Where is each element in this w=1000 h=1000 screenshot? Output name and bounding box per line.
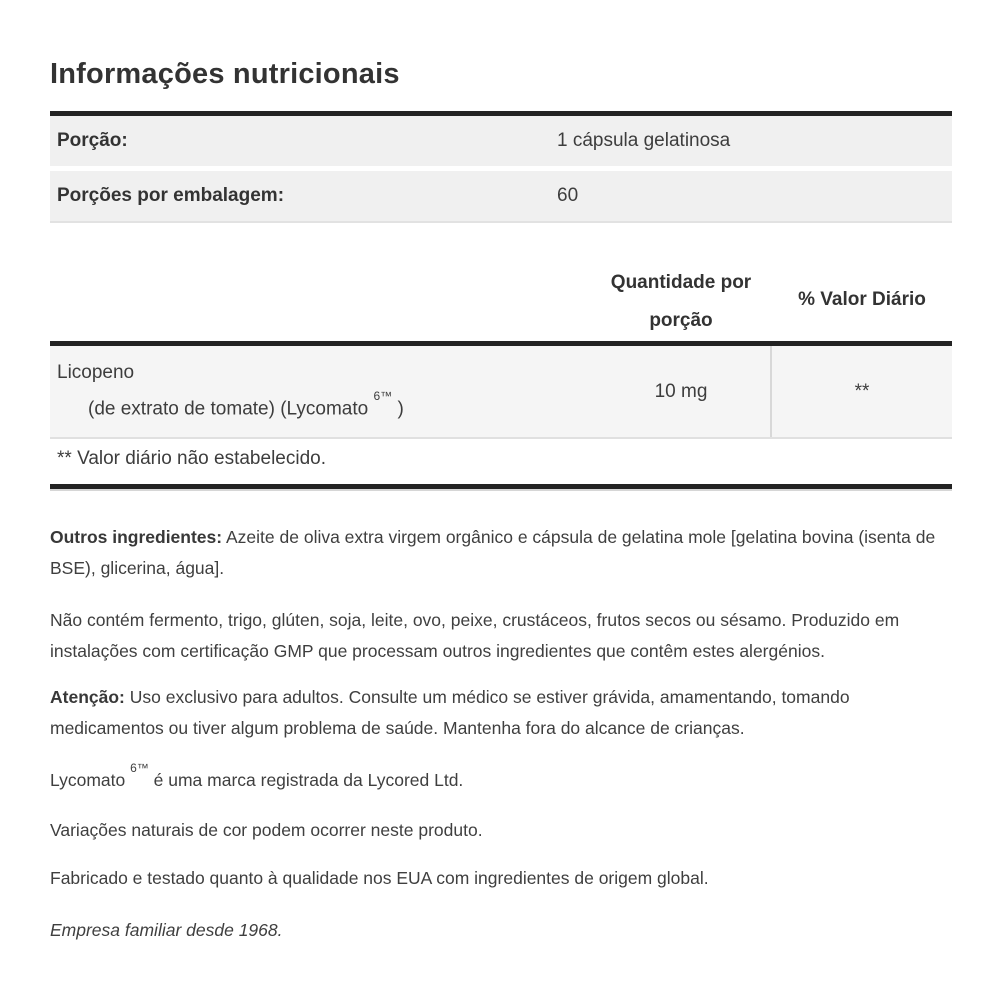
nutrient-name-text: Licopeno xyxy=(57,362,135,383)
origin-paragraph: Fabricado e testado quanto à qualidade nos EUA com ingredientes de origem global. xyxy=(50,868,709,888)
other-ingredients-text: Azeite de oliva extra virgem orgânico e cápsula de gelatina mole [gelatina bovina (isenta de BSE), glicerina, água]. xyxy=(50,527,936,578)
amount-per-serving-header xyxy=(592,264,770,340)
daily-value-footnote: ** Valor diário não estabelecido. xyxy=(57,448,326,469)
nutrient-daily-value: ** xyxy=(770,346,952,437)
other-ingredients-label: Outros ingredientes: xyxy=(50,527,223,547)
servings-per-container-row xyxy=(50,171,952,223)
nutrient-amount: 10 mg xyxy=(654,380,708,402)
trademark-suffix: é uma marca registrada da Lycored Ltd. xyxy=(148,769,464,790)
bottom-divider xyxy=(50,484,952,491)
serving-size-value: 1 cápsula gelatinosa xyxy=(557,130,731,151)
trademark-prefix: Lycomato xyxy=(50,769,131,790)
trademark-paragraph xyxy=(50,760,955,796)
family-owned-paragraph: Empresa familiar desde 1968. xyxy=(50,920,283,940)
nutrient-detail-suffix: ) xyxy=(392,398,404,420)
daily-value-header: % Valor Diário xyxy=(798,289,926,310)
color-variation-paragraph: Variações naturais de cor podem ocorrer neste produto. xyxy=(50,820,483,840)
other-ingredients-paragraph xyxy=(50,522,955,584)
nutrient-name xyxy=(57,357,404,424)
trademark-sup: 6™ xyxy=(130,761,149,775)
serving-size-row xyxy=(50,116,952,166)
nutrient-detail-trademark: 6™ xyxy=(373,389,393,403)
nutrient-detail xyxy=(57,388,404,424)
nutrient-row xyxy=(50,346,952,439)
serving-size-label: Porção: xyxy=(57,130,128,151)
caution-label: Atenção: xyxy=(50,687,125,707)
nutrient-detail-prefix: (de extrato de tomate) (Lycomato xyxy=(88,398,374,420)
caution-paragraph xyxy=(50,682,955,744)
amount-header-line2: porção xyxy=(649,310,713,331)
servings-per-container-value: 60 xyxy=(557,185,579,206)
allergen-paragraph: Não contém fermento, trigo, glúten, soja, leite, ovo, peixe, crustáceos, frutos secos ou sésamo. Produzido em instalações com certificação GMP que processam outros ingredientes que contêm estes alergénios. xyxy=(50,610,900,661)
caution-text: Uso exclusivo para adultos. Consulte um médico se estiver grávida, amamentando, tomando medicamentos ou tiver algum problema de saúde. Mantenha fora do alcance de crianças. xyxy=(50,687,850,738)
amount-header-line1: Quantidade por xyxy=(610,272,752,293)
servings-per-container-label: Porções por embalagem: xyxy=(57,185,285,206)
page-title: Informações nutricionais xyxy=(50,58,400,90)
